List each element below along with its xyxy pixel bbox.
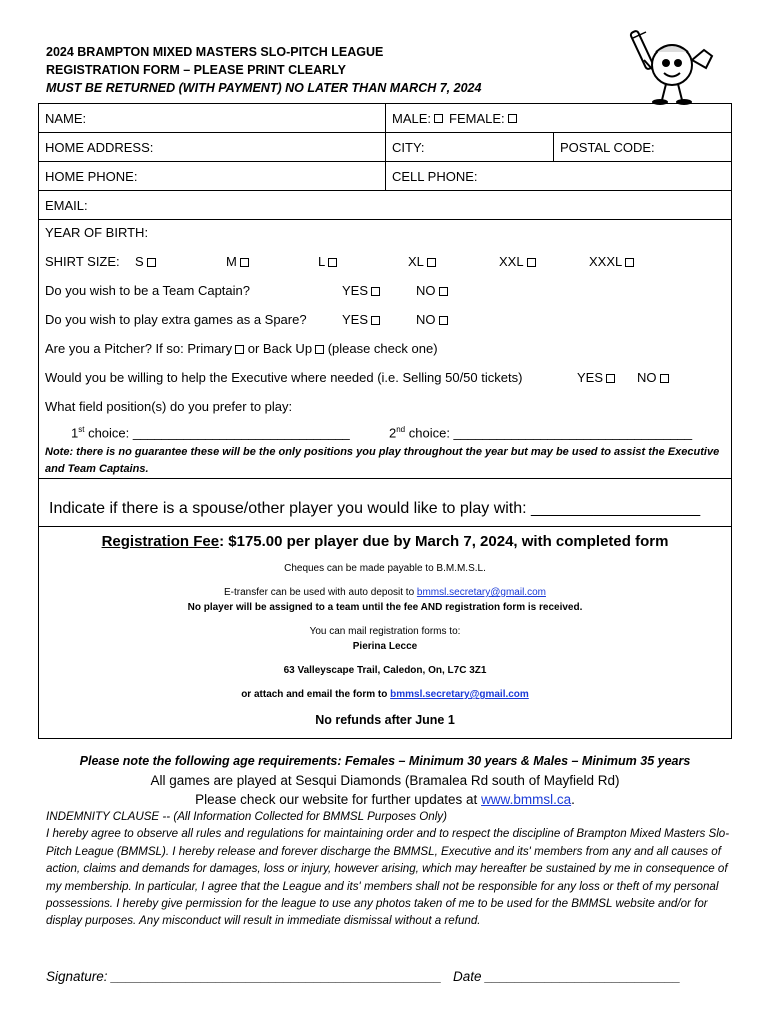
attach-text: or attach and email the form to	[241, 689, 391, 700]
attach-email-link[interactable]: bmmsl.secretary@gmail.com	[390, 689, 529, 700]
first-choice-field[interactable]	[71, 425, 350, 440]
shirt-xxl-label: XXL	[499, 254, 524, 269]
captain-no-label: NO	[416, 283, 436, 298]
cell-phone-label: CELL PHONE:	[392, 168, 478, 184]
no-player-notice: No player will be assigned to a team until the fee AND registration form is received.	[187, 602, 583, 613]
shirt-option-l[interactable]	[318, 254, 337, 269]
postal-field[interactable]	[553, 133, 731, 161]
spare-no-checkbox[interactable]	[439, 316, 448, 325]
male-label: MALE:	[392, 110, 432, 126]
etransfer-email-link[interactable]: bmmsl.secretary@gmail.com	[416, 587, 546, 598]
second-choice-num: 2	[389, 425, 397, 441]
divider	[39, 526, 731, 527]
home-phone-label: HOME PHONE:	[45, 168, 138, 184]
pitcher-backup-checkbox[interactable]	[315, 345, 324, 354]
games-location: All games are played at Sesqui Diamonds (Bramalea Rd south of Mayfield Rd)	[150, 773, 620, 788]
shirt-xxxl-checkbox[interactable]	[625, 258, 634, 267]
address-label: HOME ADDRESS:	[45, 139, 154, 155]
indemnity-clause	[46, 808, 736, 930]
male-checkbox[interactable]	[434, 114, 443, 123]
shirt-m-checkbox[interactable]	[240, 258, 249, 267]
second-choice-sup: nd	[396, 425, 406, 434]
indemnity-title: INDEMNITY CLAUSE -- (All Information Collected for BMMSL Purposes Only)	[46, 810, 447, 823]
shirt-option-xxxl[interactable]	[589, 254, 634, 269]
header-deadline: MUST BE RETURNED (WITH PAYMENT) NO LATER THAN MARCH 7, 2024	[46, 81, 482, 95]
date-field[interactable]: Date __________________________	[453, 969, 681, 984]
captain-no-checkbox[interactable]	[439, 287, 448, 296]
spare-yes[interactable]	[342, 312, 380, 327]
executive-yes-label: YES	[577, 370, 604, 385]
email-field[interactable]	[39, 191, 731, 219]
first-choice-sup: st	[78, 425, 85, 434]
registration-form	[38, 103, 732, 739]
mail-to-label: You can mail registration forms to:	[309, 626, 461, 637]
city-label: CITY:	[392, 139, 425, 155]
fee-text: : $175.00 per player due by March 7, 2024, with completed form	[219, 533, 669, 550]
shirt-size-label: SHIRT SIZE:	[45, 254, 120, 269]
cell-phone-field[interactable]	[385, 162, 731, 190]
address-field[interactable]	[39, 133, 385, 161]
name-field[interactable]	[39, 104, 385, 132]
shirt-m-label: M	[226, 254, 237, 269]
first-choice-num: 1	[71, 425, 79, 441]
baseball-mascot-logo	[620, 30, 720, 108]
position-question: What field position(s) do you prefer to play:	[45, 399, 293, 414]
captain-yes-label: YES	[342, 283, 369, 298]
captain-no[interactable]	[416, 283, 448, 298]
shirt-option-s[interactable]	[135, 254, 156, 269]
shirt-option-m[interactable]	[226, 254, 249, 269]
shirt-l-label: L	[318, 254, 326, 269]
header-subtitle: REGISTRATION FORM – PLEASE PRINT CLEARLY	[46, 63, 347, 77]
executive-yes-checkbox[interactable]	[606, 374, 615, 383]
signature-field[interactable]: Signature: ____________________________________________	[46, 969, 442, 984]
gender-field	[385, 104, 731, 132]
age-requirements: Please note the following age requirements: Females – Minimum 30 years & Males – Minimum 35 years	[79, 754, 691, 768]
shirt-s-label: S	[135, 254, 144, 269]
executive-no-label: NO	[637, 370, 657, 385]
refund-policy: No refunds after June 1	[315, 713, 455, 727]
female-checkbox[interactable]	[508, 114, 517, 123]
shirt-option-xl[interactable]	[408, 254, 436, 269]
registration-fee	[39, 533, 731, 550]
website-period: .	[571, 792, 575, 807]
female-label: FEMALE:	[449, 110, 505, 126]
shirt-s-checkbox[interactable]	[147, 258, 156, 267]
pitcher-question	[45, 341, 438, 356]
pitcher-primary-label: Are you a Pitcher? If so: Primary	[45, 341, 233, 356]
yob-label[interactable]: YEAR OF BIRTH:	[45, 225, 149, 240]
shirt-xxl-checkbox[interactable]	[527, 258, 536, 267]
shirt-l-checkbox[interactable]	[328, 258, 337, 267]
form-header	[46, 43, 481, 97]
home-phone-field[interactable]	[39, 162, 385, 190]
pitcher-note: (please check one)	[327, 341, 438, 356]
website-info	[38, 792, 732, 807]
spare-yes-checkbox[interactable]	[371, 316, 380, 325]
cheques-info: Cheques can be made payable to B.M.M.S.L.	[284, 563, 486, 574]
first-choice-text: choice: ______________________________	[84, 425, 350, 441]
position-note: Note: there is no guarantee these will be the only positions you play throughout the year but may be used to assist the Executive and Team Captains.	[45, 446, 720, 475]
fee-label: Registration Fee	[101, 533, 220, 550]
etransfer-info	[39, 587, 731, 598]
spare-no[interactable]	[416, 312, 448, 327]
mail-name: Pierina Lecce	[352, 641, 418, 652]
address-row	[39, 133, 731, 162]
pitcher-primary-checkbox[interactable]	[235, 345, 244, 354]
etransfer-text: E-transfer can be used with auto deposit to	[224, 587, 417, 598]
shirt-xl-checkbox[interactable]	[427, 258, 436, 267]
second-choice-field[interactable]	[389, 425, 692, 440]
indemnity-body: I hereby agree to observe all rules and regulations for maintaining order and to respect the discipline of Brampton Mixed Masters Slo-Pitch League (BMMSL). I hereby release and forever discharge the BMMSL, Executive and its' members from any and all causes of action, claims and demands for damages, loss or injury, however arising, which may hereafter be sustained by me in consequence of my membership. In particular, I agree that the League and its' members shall not be responsible for any loss or theft of my personal possessions. I hereby give permission for the league to use any photos taken of me to be used for the BMMSL website and/or for display purposes. Any misconduct will result in immediate dismissal without a refund.	[46, 827, 730, 928]
captain-yes-checkbox[interactable]	[371, 287, 380, 296]
name-label: NAME:	[45, 110, 87, 126]
shirt-xxxl-label: XXXL	[589, 254, 623, 269]
spare-yes-label: YES	[342, 312, 369, 327]
pitcher-backup-label: or Back Up	[247, 341, 313, 356]
attach-info	[39, 689, 731, 700]
executive-question: Would you be willing to help the Executive where needed (i.e. Selling 50/50 tickets)	[45, 370, 523, 385]
city-field[interactable]	[385, 133, 553, 161]
captain-question: Do you wish to be a Team Captain?	[45, 283, 250, 298]
captain-yes[interactable]	[342, 283, 380, 298]
executive-no[interactable]	[637, 370, 669, 385]
shirt-option-xxl[interactable]	[499, 254, 536, 269]
executive-no-checkbox[interactable]	[660, 374, 669, 383]
header-title: 2024 BRAMPTON MIXED MASTERS SLO-PITCH LEAGUE	[46, 45, 384, 59]
email-label: EMAIL:	[45, 197, 88, 213]
email-row[interactable]	[39, 191, 731, 220]
spare-no-label: NO	[416, 312, 436, 327]
shirt-xl-label: XL	[408, 254, 424, 269]
divider	[39, 478, 731, 479]
website-text: Please check our website for further updates at	[195, 792, 482, 807]
spouse-field[interactable]: Indicate if there is a spouse/other player you would like to play with: ___________________	[49, 500, 701, 517]
second-choice-text: choice: _________________________________	[405, 425, 693, 441]
website-link[interactable]: www.bmmsl.ca	[481, 792, 572, 807]
mail-address: 63 Valleyscape Trail, Caledon, On, L7C 3Z1	[283, 665, 487, 676]
postal-label: POSTAL CODE:	[560, 139, 655, 155]
phone-row	[39, 162, 731, 191]
executive-yes[interactable]	[577, 370, 615, 385]
spare-question: Do you wish to play extra games as a Spare?	[45, 312, 307, 327]
name-row	[39, 104, 731, 133]
